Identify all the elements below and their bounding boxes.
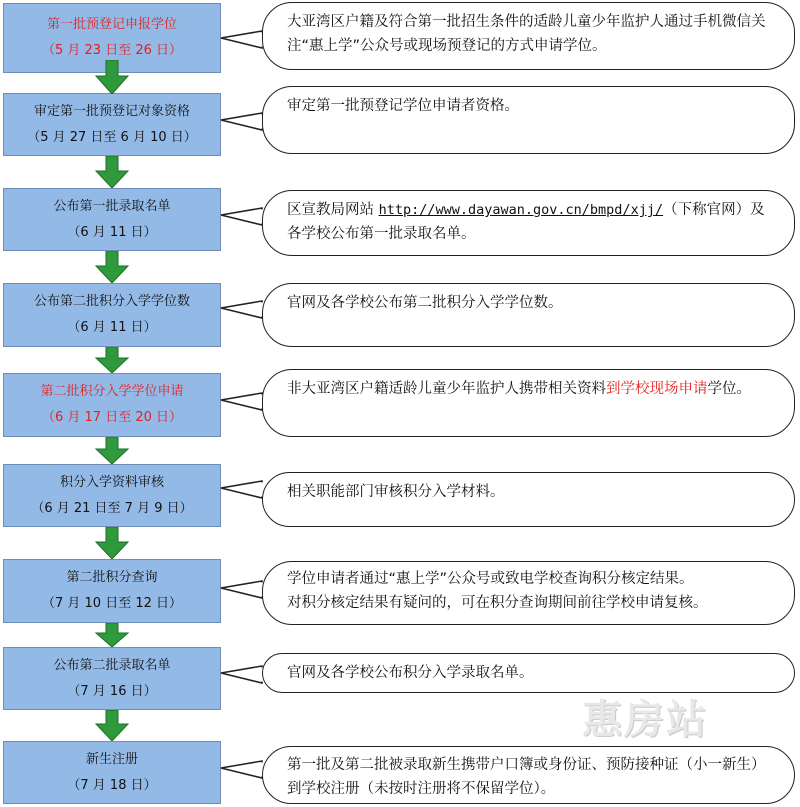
step-3-date: （6 月 11 日） [67, 224, 157, 240]
callout-pointer-icon [221, 110, 267, 140]
description-8 [262, 653, 795, 693]
step-6-title: 积分入学资料审核 [59, 474, 164, 490]
step-7 [3, 559, 221, 623]
description-2-text: 审定第一批预登记学位申请者资格。 [287, 98, 519, 114]
down-arrow-icon [94, 251, 130, 283]
step-3 [3, 188, 221, 251]
step-9 [3, 741, 221, 804]
step-2-date: （5 月 27 日至 6 月 10 日） [27, 129, 197, 145]
callout-pointer-icon [221, 663, 267, 693]
description-5-text-a: 非大亚湾区户籍适龄儿童少年监护人携带相关资料 [287, 381, 606, 397]
step-3-title: 公布第一批录取名单 [53, 198, 171, 214]
description-3-text-a: 区宣教局网站 [287, 202, 379, 218]
description-2 [262, 86, 795, 154]
step-1-title: 第一批预登记申报学位 [46, 17, 177, 32]
description-3-text-b: （下称官网）及各学校公布第一批录取名单。 [287, 202, 765, 242]
step-1-date: （5 月 23 日至 26 日） [41, 43, 183, 58]
step-5-date: （6 月 17 日至 20 日） [41, 410, 183, 425]
description-3 [262, 190, 795, 256]
down-arrow-icon [94, 347, 130, 373]
down-arrow-icon [94, 527, 130, 559]
description-5-text-b: 学位。 [707, 381, 751, 397]
step-9-date: （7 月 18 日） [67, 777, 157, 793]
description-8-text: 官网及各学校公布积分入学录取名单。 [287, 665, 534, 681]
description-1-text: 大亚湾区户籍及符合第一批招生条件的适龄儿童少年监护人通过手机微信关注“惠上学”公众号或现场预登记的方式申请学位。 [287, 14, 766, 54]
step-5-title: 第二批积分入学学位申请 [40, 384, 184, 399]
step-8 [3, 647, 221, 710]
description-9-text: 第一批及第二批被录取新生携带户口簿或身份证、预防接种证（小一新生）到学校注册（未按时注册将不保留学位）。 [287, 757, 766, 797]
down-arrow-icon [94, 60, 130, 94]
callout-pointer-icon [221, 298, 267, 328]
step-4-title: 公布第二批积分入学学位数 [33, 294, 190, 309]
description-7 [262, 561, 795, 625]
step-6 [3, 464, 221, 527]
step-6-date: （6 月 21 日至 7 月 9 日） [31, 500, 193, 516]
step-7-title: 第二批积分查询 [66, 570, 158, 585]
description-6-text: 相关职能部门审核积分入学材料。 [287, 484, 505, 500]
step-8-title: 公布第二批录取名单 [53, 657, 171, 673]
step-5 [3, 373, 221, 437]
step-8-date: （7 月 16 日） [67, 683, 157, 699]
callout-pointer-icon [221, 478, 267, 508]
callout-pointer-icon [221, 205, 267, 235]
step-4 [3, 283, 221, 347]
step-7-date: （7 月 10 日至 12 日） [41, 596, 183, 611]
description-7-line-1: 学位申请者通过“惠上学”公众号或致电学校查询积分核定结果。 [287, 571, 694, 587]
official-website-link[interactable]: http://www.dayawan.gov.cn/bmpd/xjj/ [378, 202, 664, 218]
description-5 [262, 369, 795, 437]
step-9-title: 新生注册 [85, 751, 138, 767]
down-arrow-icon [94, 437, 130, 464]
description-1 [262, 2, 795, 70]
description-5-highlight: 到学校现场申请 [606, 381, 708, 397]
description-4-text: 官网及各学校公布第二批积分入学学位数。 [287, 295, 563, 311]
watermark-logo: 惠房站 [582, 697, 708, 743]
step-4-date: （6 月 11 日） [67, 320, 157, 335]
callout-pointer-icon [221, 28, 267, 58]
callout-pointer-icon [221, 578, 267, 608]
down-arrow-icon [94, 710, 130, 741]
description-9 [262, 746, 795, 804]
callout-pointer-icon [221, 390, 267, 420]
callout-pointer-icon [221, 758, 267, 788]
down-arrow-icon [94, 623, 130, 647]
description-6 [262, 472, 795, 527]
description-7-line-2: 对积分核定结果有疑问的，可在积分查询期间前往学校申请复核。 [287, 595, 708, 611]
step-2 [3, 93, 221, 156]
description-4 [262, 283, 795, 347]
down-arrow-icon [94, 156, 130, 188]
step-2-title: 审定第一批预登记对象资格 [33, 103, 190, 119]
